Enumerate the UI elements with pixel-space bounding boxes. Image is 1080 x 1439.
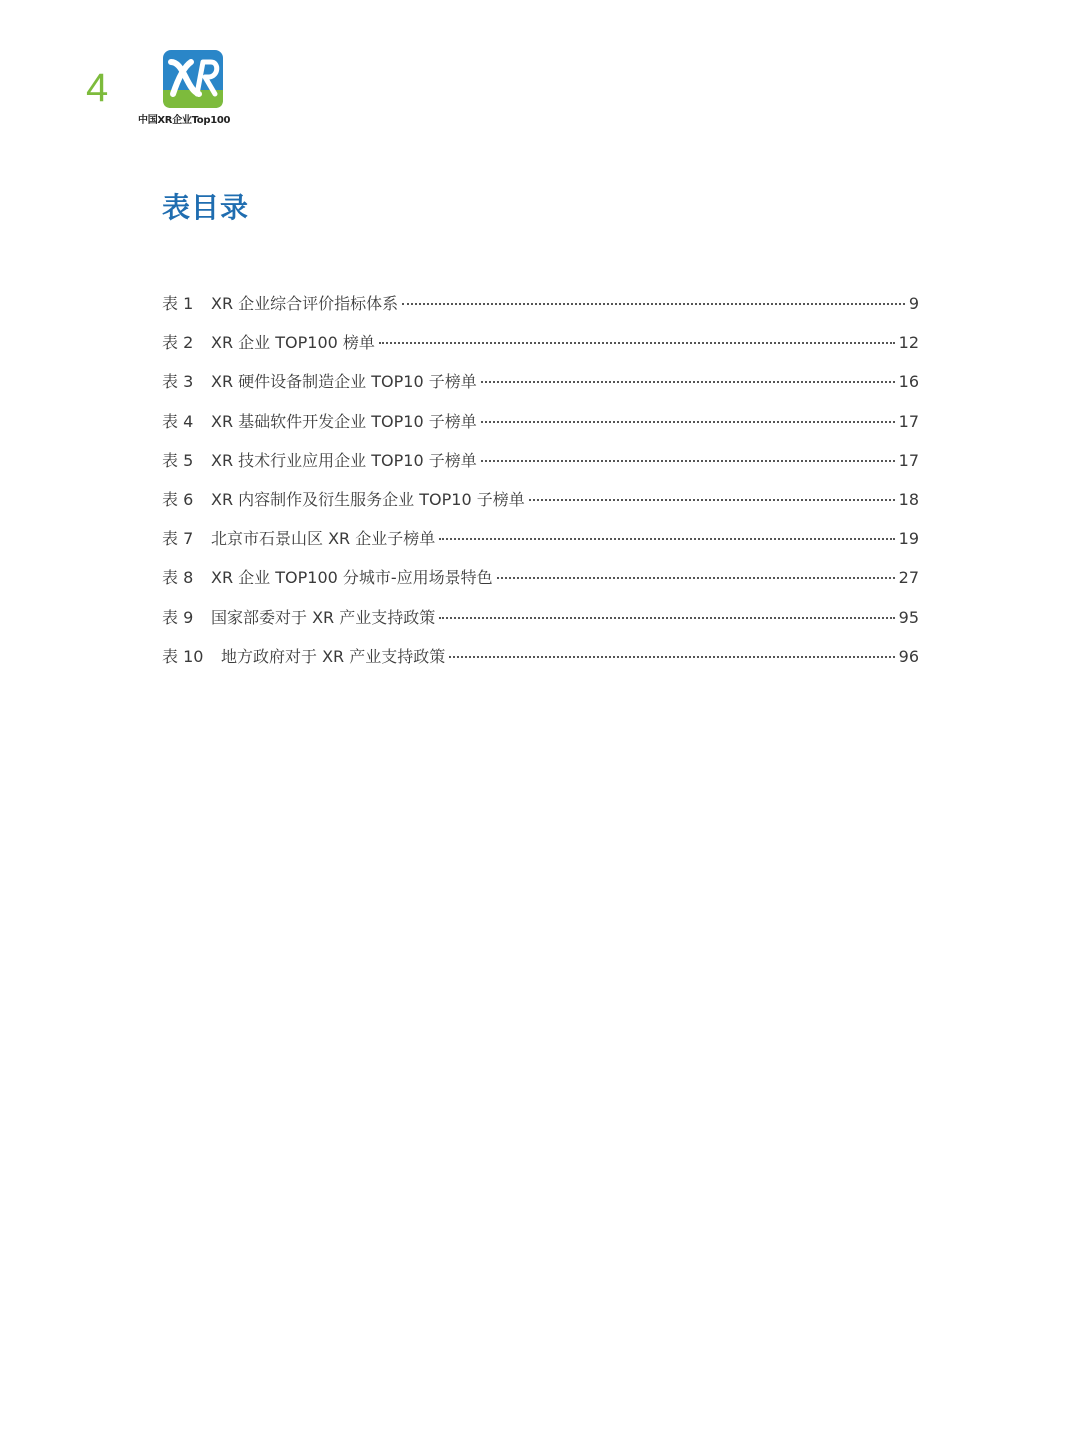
toc-entry-title: XR 企业 TOP100 分城市-应用场景特色	[211, 568, 493, 588]
table-of-tables-list	[162, 288, 919, 680]
dot-leader	[439, 538, 894, 540]
toc-entry-table-10[interactable]	[162, 641, 919, 680]
toc-entry-page: 17	[898, 450, 919, 470]
page-number: 4	[86, 66, 109, 110]
toc-entry-title: XR 企业 TOP100 榜单	[211, 333, 375, 353]
xr-top100-logo	[138, 50, 250, 130]
toc-entry-title: 国家部委对于 XR 产业支持政策	[211, 607, 436, 627]
toc-entry-label: 表 1	[162, 294, 194, 313]
toc-entry-page: 19	[898, 529, 919, 549]
toc-entry-title: XR 硬件设备制造企业 TOP10 子榜单	[211, 372, 477, 392]
toc-entry-title: 北京市石景山区 XR 企业子榜单	[211, 529, 436, 549]
toc-entry-title: XR 内容制作及衍生服务企业 TOP10 子榜单	[211, 489, 525, 509]
toc-entry-page: 12	[898, 333, 919, 353]
toc-entry-label: 表 3	[162, 372, 194, 392]
toc-entry-label: 表 8	[162, 568, 194, 588]
dot-leader	[497, 577, 895, 579]
toc-entry-table-8[interactable]	[162, 562, 919, 601]
toc-entry-page: 96	[898, 646, 919, 666]
toc-entry-page: 95	[898, 607, 919, 627]
toc-entry-table-2[interactable]	[162, 327, 919, 366]
dot-leader	[402, 303, 905, 305]
toc-entry-table-6[interactable]	[162, 484, 919, 523]
toc-entry-table-1[interactable]	[162, 288, 919, 327]
toc-entry-table-5[interactable]	[162, 445, 919, 484]
toc-entry-title: XR 基础软件开发企业 TOP10 子榜单	[211, 411, 477, 431]
toc-entry-title: XR 技术行业应用企业 TOP10 子榜单	[211, 450, 477, 470]
toc-entry-page: 18	[898, 489, 919, 509]
toc-entry-label: 表 9	[162, 607, 194, 627]
dot-leader	[529, 499, 895, 501]
toc-entry-page: 27	[898, 568, 919, 588]
xr-logo-icon	[163, 50, 223, 108]
dot-leader	[439, 617, 894, 619]
logo-caption: 中国XR企业Top100	[138, 115, 231, 126]
toc-entry-label: 表 4	[162, 411, 194, 431]
toc-entry-title: 地方政府对于 XR 产业支持政策	[221, 646, 446, 666]
toc-entry-table-3[interactable]	[162, 366, 919, 405]
dot-leader	[481, 460, 895, 462]
toc-entry-title: XR 企业综合评价指标体系	[211, 294, 399, 313]
toc-entry-page: 16	[898, 372, 919, 392]
toc-entry-table-7[interactable]	[162, 523, 919, 562]
dot-leader	[449, 656, 894, 658]
toc-entry-page: 9	[908, 294, 919, 313]
toc-entry-label: 表 7	[162, 529, 194, 549]
toc-entry-page: 17	[898, 411, 919, 431]
toc-entry-table-4[interactable]	[162, 406, 919, 445]
table-of-tables-title: 表目录	[162, 191, 250, 224]
dot-leader	[379, 342, 895, 344]
toc-entry-label: 表 2	[162, 333, 194, 353]
toc-entry-label: 表 5	[162, 450, 194, 470]
toc-entry-label: 表 10	[162, 646, 204, 666]
toc-entry-table-9[interactable]	[162, 602, 919, 641]
dot-leader	[481, 421, 895, 423]
toc-entry-label: 表 6	[162, 489, 194, 509]
dot-leader	[481, 381, 895, 383]
